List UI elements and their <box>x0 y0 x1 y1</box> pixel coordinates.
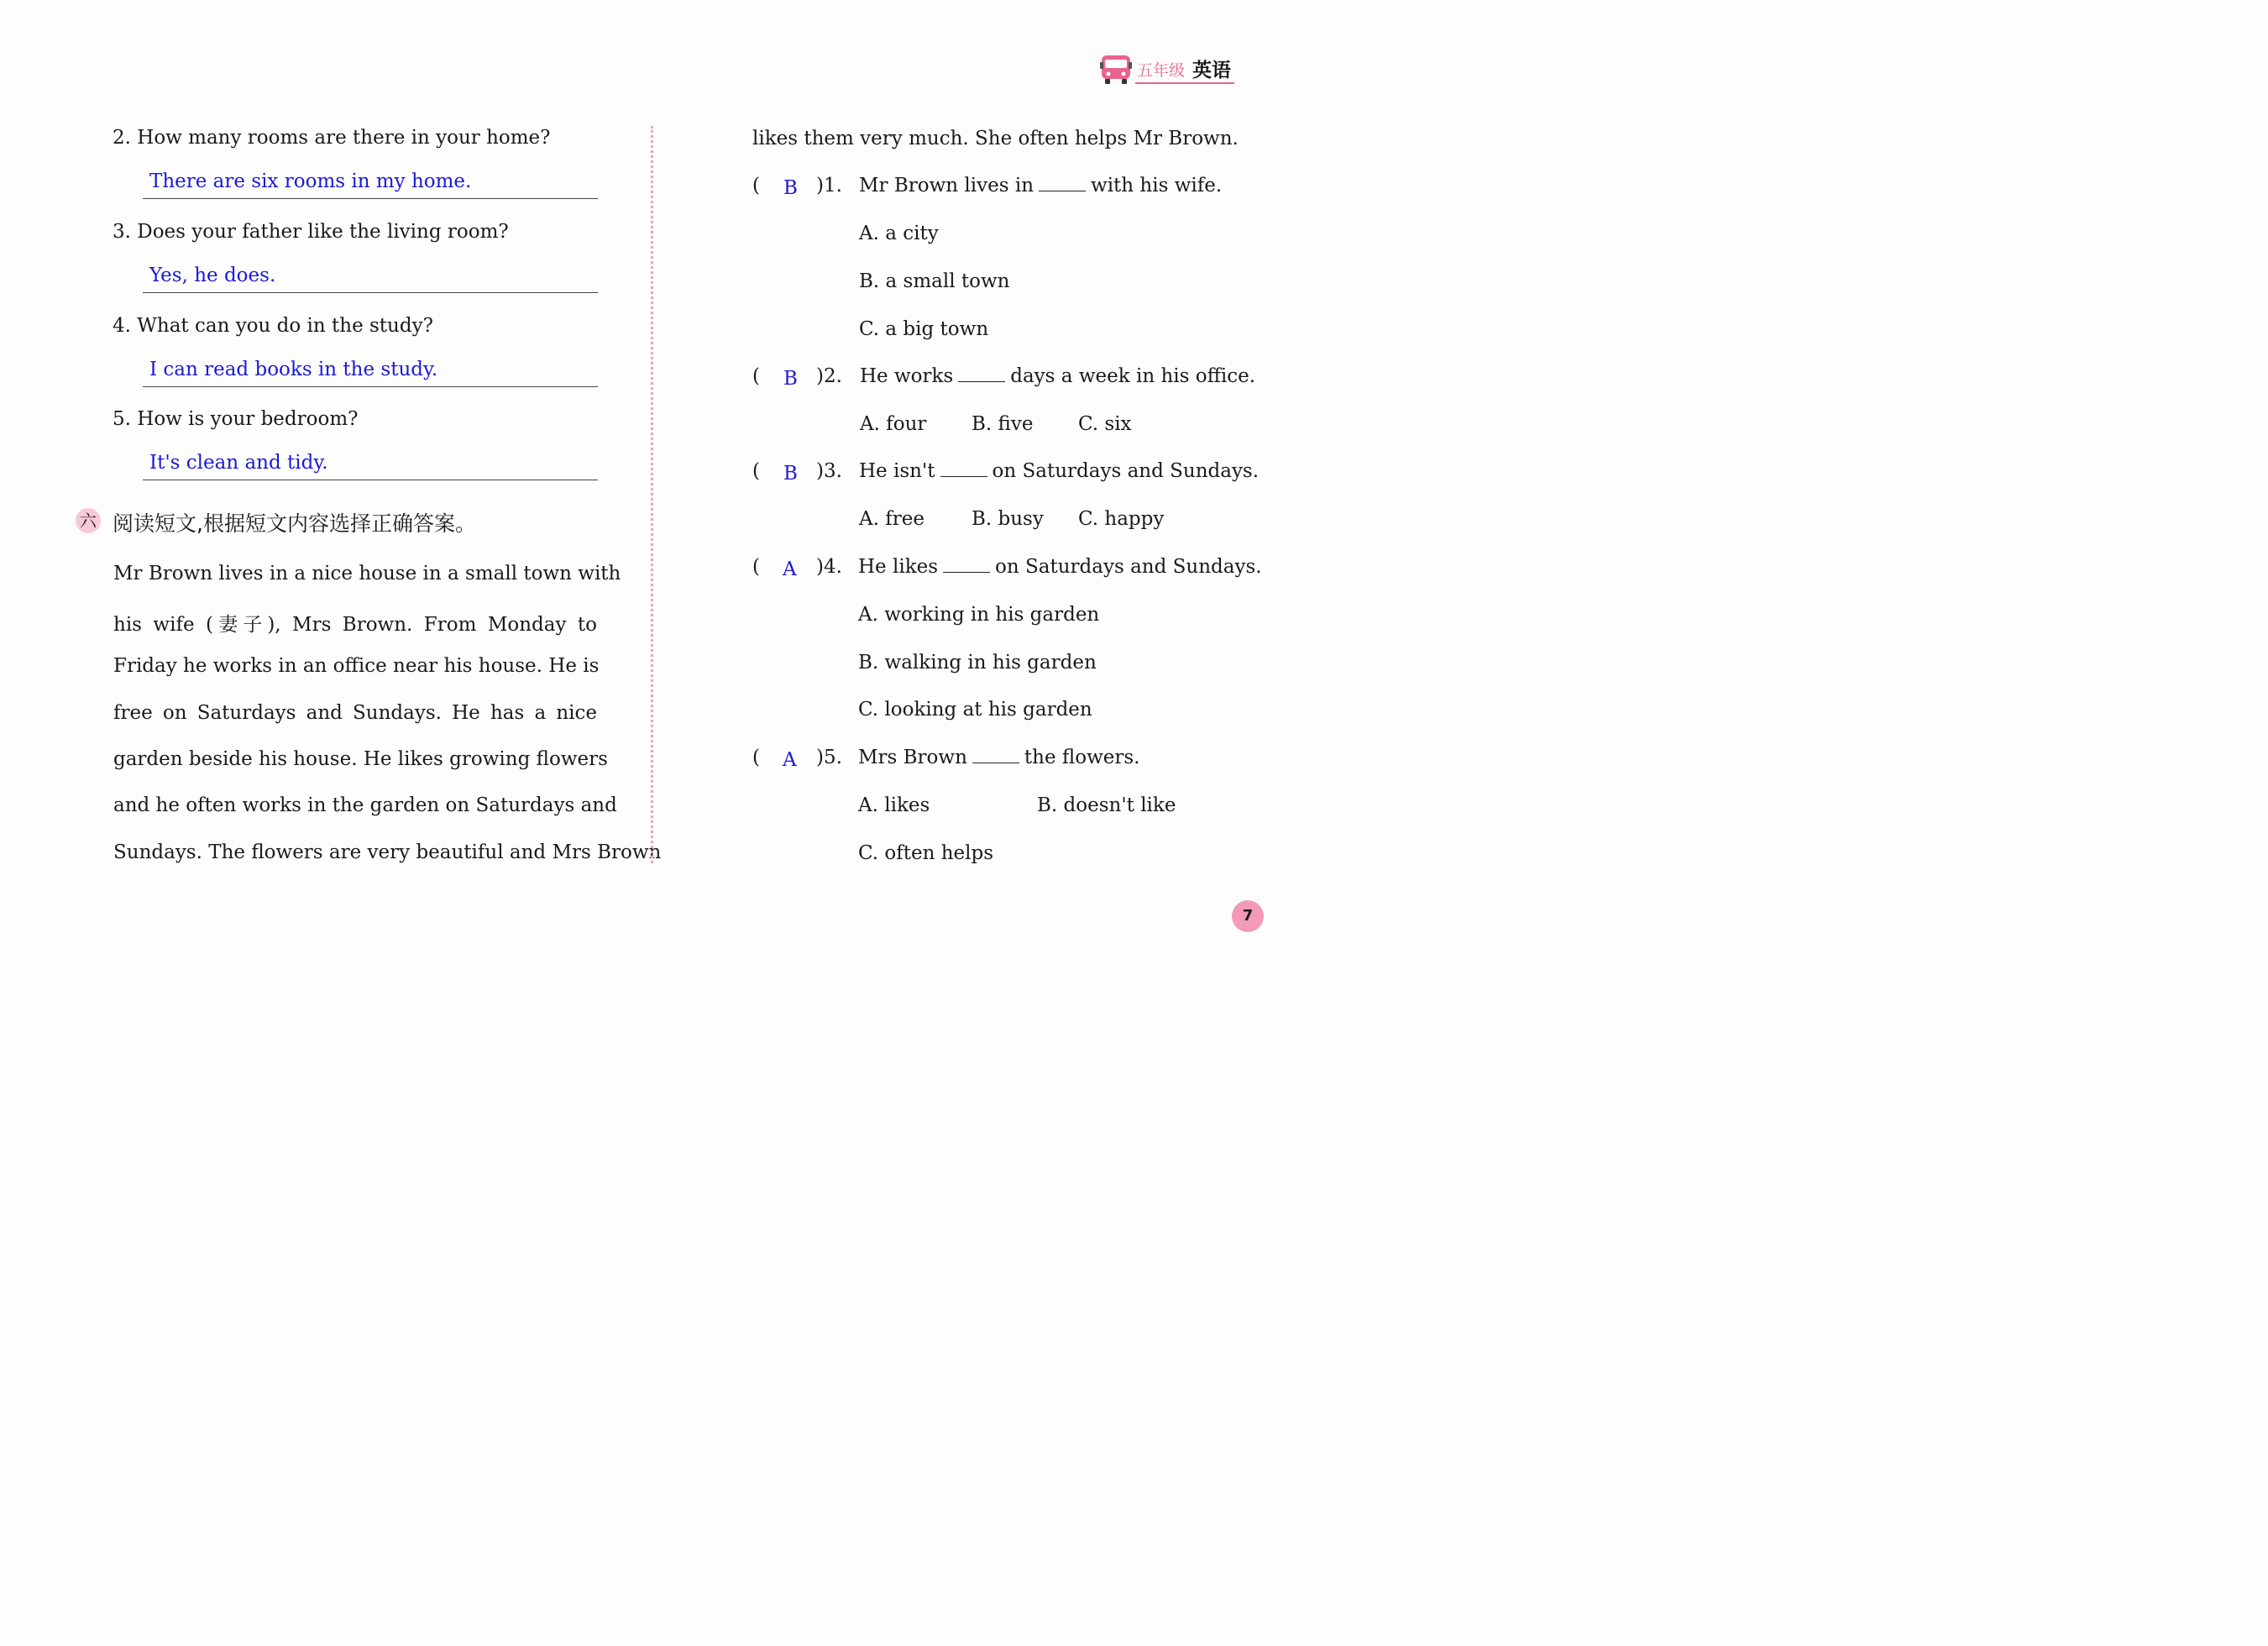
answer-5: It's clean and tidy. <box>149 452 328 474</box>
mc-option: C. happy <box>1078 508 1165 530</box>
mc-stem: He isn't on Saturdays and Sundays. <box>859 460 1260 482</box>
paren-open: ( <box>752 747 760 768</box>
mc-option: A. likes <box>858 794 930 816</box>
answer-4: I can read books in the study. <box>149 359 438 380</box>
mc-number: )5. <box>816 747 842 768</box>
blank-line <box>958 366 1005 382</box>
mc-stem: Mr Brown lives in with his wife. <box>859 175 1223 197</box>
mc-question-3 <box>752 460 1260 489</box>
mc-question-1 <box>752 175 1231 203</box>
answer-line <box>143 386 598 387</box>
passage-line: Mr Brown lives in a nice house in a small town with <box>113 563 621 584</box>
mc-number: )3. <box>816 460 842 482</box>
blank-line <box>1039 176 1086 191</box>
header-subject: 英语 <box>1192 60 1231 81</box>
paren-open: ( <box>752 460 760 482</box>
mc-option: B. a small town <box>859 270 1010 292</box>
mc-option: C. a big town <box>859 318 989 340</box>
mc-number: )4. <box>816 556 842 578</box>
answer-2: There are six rooms in my home. <box>149 170 472 192</box>
passage-line: and he often works in the garden on Saturdays and <box>113 794 617 816</box>
answer-line <box>143 292 598 293</box>
mc-stem: Mrs Brown the flowers. <box>858 747 1140 768</box>
paren-open: ( <box>752 556 760 578</box>
mc-option: A. working in his garden <box>858 604 1100 626</box>
question-3: 3. Does your father like the living room? <box>113 221 509 243</box>
bus-icon <box>1098 52 1134 86</box>
passage-line: Friday he works in an office near his house. He is <box>113 655 600 677</box>
mc-option: C. looking at his garden <box>858 699 1092 721</box>
header-underline <box>1135 82 1234 84</box>
column-divider <box>651 126 653 863</box>
passage-line: his wife (妻子), Mrs Brown. From Monday to <box>113 614 597 636</box>
mc-answer: A <box>783 749 797 771</box>
paren-open: ( <box>752 365 760 387</box>
section-title: 阅读短文,根据短文内容选择正确答案。 <box>113 511 476 536</box>
question-2: 2. How many rooms are there in your home? <box>113 127 551 149</box>
mc-option: C. six <box>1078 413 1132 435</box>
question-5: 5. How is your bedroom? <box>113 408 359 430</box>
mc-answer: B <box>783 368 798 390</box>
paren-open: ( <box>752 175 760 197</box>
mc-question-5 <box>752 747 1172 775</box>
mc-option: B. five <box>972 413 1034 435</box>
mc-option: A. free <box>859 508 924 530</box>
mc-number: )1. <box>816 175 842 197</box>
header <box>1098 50 1238 87</box>
blank-line <box>972 747 1019 763</box>
mc-stem: He likes on Saturdays and Sundays. <box>858 556 1262 578</box>
mc-option: C. often helps <box>858 842 994 864</box>
mc-option: A. a city <box>859 223 939 244</box>
mc-option: B. walking in his garden <box>858 652 1097 674</box>
question-4: 4. What can you do in the study? <box>113 315 433 337</box>
answer-line <box>143 198 598 199</box>
mc-question-4 <box>752 556 1262 584</box>
mc-answer: B <box>783 177 798 199</box>
mc-option: B. busy <box>972 508 1044 530</box>
mc-question-2 <box>752 365 1256 394</box>
mc-number: )2. <box>816 365 842 387</box>
page-number: 7 <box>1232 900 1264 932</box>
section-number: 六 <box>76 508 101 533</box>
blank-line <box>940 461 987 477</box>
mc-answer: A <box>783 558 797 580</box>
mc-option: A. four <box>860 413 927 435</box>
mc-option: B. doesn't like <box>1037 794 1176 816</box>
mc-answer: B <box>783 463 798 485</box>
passage-continued: likes them very much. She often helps Mr Brown. <box>752 128 1239 149</box>
passage-line: free on Saturdays and Sundays. He has a nice <box>113 702 597 724</box>
passage-line: garden beside his house. He likes growing flowers <box>113 748 608 770</box>
blank-line <box>943 557 990 573</box>
passage-line: Sundays. The flowers are very beautiful and Mrs Brown <box>113 841 662 863</box>
mc-stem: He works days a week in his office. <box>860 365 1256 387</box>
header-grade: 五年级 <box>1137 61 1186 80</box>
answer-3: Yes, he does. <box>149 265 276 286</box>
